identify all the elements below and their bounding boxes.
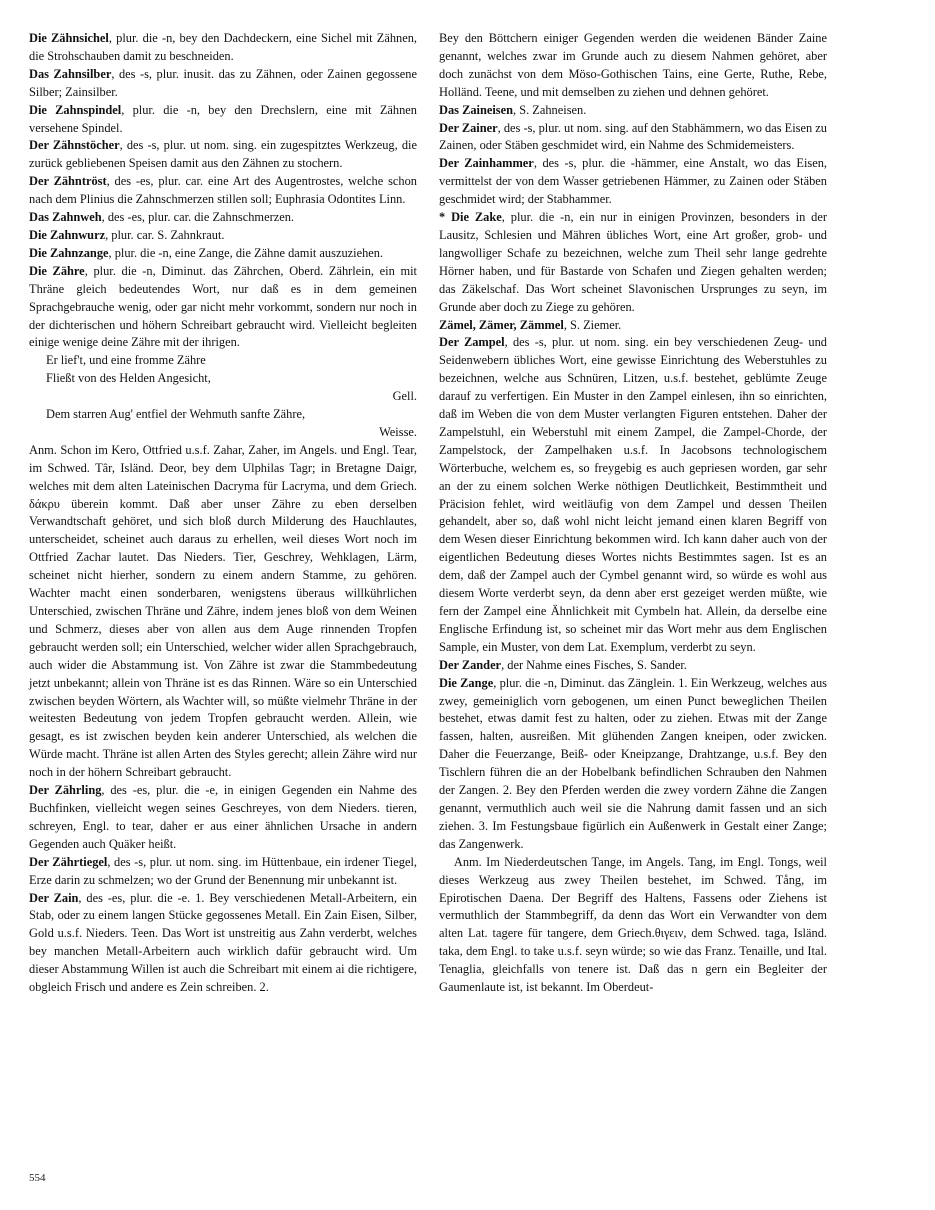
dictionary-entry — [439, 155, 827, 209]
entry-headword: Die Zahnzange — [29, 245, 109, 260]
entry-headword: Der Zainhammer — [439, 156, 534, 171]
dictionary-entry — [439, 102, 827, 120]
dictionary-entry — [29, 173, 417, 209]
entry-definition: , plur. die -n, ein nur in einigen Provinzen, besonders in der Lausitz, Schlesien und Mähren übliches Wort, eine Art großer, grob- und langwolliger Schafe zu bezeichnen, welche zum Theil sehr lange gedrehte Hörner haben, und für Bastarde von Schafen und Ziegen gehalten werden; das Zäkelschaf. Das Wort scheinet Slavonischen Ursprunges zu seyn, im Grunde aber doch zu Ziege zu gehören. — [439, 210, 827, 314]
entry-definition: , des -s, plur. inusit. das zu Zähnen, oder Zainen gegossene Silber; Zainsilber. — [29, 66, 417, 99]
dictionary-entry — [439, 209, 827, 316]
dictionary-entry — [29, 137, 417, 173]
dictionary-entry — [29, 102, 417, 138]
verse-line: Er lief't, und eine fromme Zähre — [46, 353, 206, 368]
entry-definition: , plur. die -n, bey den Dachdeckern, eine Sichel mit Zähnen, die Strohschauben damit zu beschneiden. — [29, 31, 418, 63]
entry-headword: Zämel, Zämer, Zämmel — [439, 317, 564, 332]
entry-headword: * Die Zake — [439, 210, 502, 225]
dictionary-entry — [29, 209, 417, 227]
dictionary-entry — [439, 675, 827, 854]
entry-headword: Der Zährtiegel — [29, 854, 108, 869]
entry-definition: , des -es, plur. car. die Zahnschmerzen. — [101, 210, 294, 225]
dictionary-entry — [439, 317, 827, 335]
right-column — [439, 30, 827, 997]
left-column — [29, 30, 417, 997]
dictionary-entry — [439, 657, 827, 675]
dictionary-entry — [29, 30, 417, 66]
entry-definition: , des -s, plur. ut nom. sing. auf den Stabhämmern, wo das Eisen zu Zainen, oder Stäben geschmidet wird, ein Nahme des Schmidemeisters. — [439, 120, 827, 153]
entry-definition: , plur. die -n, bey den Drechslern, eine mit Zähnen versehene Spindel. — [29, 102, 417, 135]
entry-definition: , des -s, plur. ut nom. sing. im Hüttenbaue, ein irdener Tiegel, Erze darin zu schmelzen; wo der Grund der Benennung mir unbekannt ist. — [29, 854, 417, 887]
entry-headword: Der Zainer — [439, 120, 498, 135]
entry-definition: , plur. die -n, eine Zange, die Zähne damit auszuziehen. — [108, 245, 384, 260]
entry-definition: , der Nahme eines Fisches, S. Sander. — [501, 657, 687, 672]
entry-headword: Der Zain — [29, 890, 79, 905]
verse-line: Fließt von des Helden Angesicht, — [46, 371, 211, 386]
entry-definition: , S. Ziemer. — [563, 317, 622, 332]
dictionary-entry — [29, 263, 417, 353]
dictionary-entry — [29, 890, 417, 997]
entry-headword: Die Zahnspindel — [29, 102, 122, 117]
dictionary-entry — [439, 120, 827, 156]
entry-headword: Der Zähnstöcher — [29, 138, 120, 153]
entry-definition: , plur. car. S. Zahnkraut. — [105, 227, 225, 242]
page-number: 554 — [29, 1172, 46, 1184]
entry-definition: , S. Zahneisen. — [513, 102, 587, 117]
entry-headword: Die Zahnwurz — [29, 227, 106, 242]
note-paragraph: Anm. Im Niederdeutschen Tange, im Angels. Tang, im Engl. Tongs, weil dieses Werkzeug aus zwey Theilen bestehet, im Schwed. Tång, im Epirotischen Daena. Der Begriff des Haltens, Fassens oder Ziehens ist vermuthlich der Stammbegriff, da denn das Wort ein Verwandter von dem alten Lat. tagere für tangere, dem Griech.θιγειν, dem Schwed. taga, Isländ. taka, dem Engl. to take u.s.f. seyn würde; so wie das Franz. Tenaille, und Ital. Tenaglia, gleichfalls von tenere ist. Daß das n gern ein Begleiter der Gaumenlaute ist, ist bekannt. Im Oberdeut- — [439, 854, 827, 995]
entry-headword: Das Zahnweh — [29, 210, 102, 225]
entry-headword: Der Zander — [439, 657, 502, 672]
dictionary-entry — [29, 66, 417, 102]
dictionary-entry — [29, 854, 417, 890]
entry-definition: , plur. die -n, Diminut. das Zänglein. 1. Ein Werkzeug, welches aus zwey, gemeiniglich vorn gebogenen, um einen Punct beweglichen Theilen bestehet, etwas damit fest zu halten, oder zu ziehen. Etwas mit der Zange fassen, halten, ausreißen. Mit glühenden Zangen kneipen, oder zwicken. Daher die Feuerzange, Beiß- oder Kneipzange, Drahtzange, u.s.f. Bey den Tischlern führen die an der Hobelbank befindlichen Schrauben den Nahmen der Zangen. 2. Bey den Pferden werden die zwey vordern Zähne die Zangen genannt, vermuthlich auch weil sie die Nahrung damit fassen und an sich ziehen. 3. Im Festungsbaue figürlich ein Außenwerk in Gestalt einer Zange; das Zangenwerk. — [439, 675, 827, 851]
entry-definition: , des -es, plur. die -e. 1. Bey verschiedenen Metall-Arbeitern, ein Stab, oder zu einem langen Stücke gegossenes Metall. Ein Zain Eisen, Silber, Gold u.s.f. Nieders. Teen. Das Wort ist unstreitig aus Zahn verderbt, welches bey manchen Metall-Arbeitern auch wirklich dafür gebraucht wird. Um dieser Abstammung Willen ist auch die Schreibart mit einem ai die richtigere, obgleich Frisch und andere es Zein schreiben. 2. — [29, 890, 417, 995]
dictionary-entry — [29, 782, 417, 854]
entry-definition: , des -s, plur. die -hämmer, eine Anstalt, wo das Eisen, vermittelst der von dem Wasser getriebenen Hämmer, zu Zainen oder Stäben geschmidet wird; der Stabhammer. — [439, 156, 828, 207]
entry-headword: Der Zähntröst — [29, 174, 107, 189]
entry-headword: Der Zampel — [439, 335, 505, 350]
entry-headword: Das Zaineisen — [439, 102, 514, 117]
dictionary-entry — [29, 245, 417, 263]
entry-definition: , des -s, plur. ut nom. sing. ein zugespitztes Werkzeug, die zurück gebliebenen Speisen damit aus den Zähnen zu stochern. — [29, 138, 417, 171]
text-paragraph: Bey den Böttchern einiger Gegenden werden die weidenen Bänder Zaine genannt, welches zwar im Grunde auch zu diesem Nahmen gehöret, aber doch zunächst von dem Möso-Gothischen Tains, eine Gerte, Ruthe, Rebe, Holländ. Teene, und mit demselben zu ziehen und dehnen gehöret. — [439, 31, 827, 99]
verse-line: Dem starren Aug' entfiel der Wehmuth sanfte Zähre, — [46, 407, 306, 422]
dictionary-entry — [29, 227, 417, 245]
entry-headword: Das Zahnsilber — [29, 66, 112, 81]
quote-attribution: Gell. — [392, 389, 417, 404]
entry-headword: Die Zange — [439, 675, 494, 690]
entry-definition: , plur. die -n, Diminut. das Zährchen, Oberd. Zährlein, ein mit Thräne gleich bedeutendes Wort, nur daß es in dem gemeinen Sprachgebrauche wenig, oder gar nicht mehr vorkommt, sondern nur noch in der dichterischen und höhern Schreibart gebraucht wird. Vielleicht begleiten einige wenige deine Zähre mit der ihrigen. — [29, 263, 417, 350]
entry-definition: , des -s, plur. ut nom. sing. ein bey verschiedenen Zeug- und Seidenwebern übliches Wort, eine gewisse Einrichtung des Weberstuhles zu bezeichnen, welche aus Schnüren, Litzen, u.s.f. bestehet, geblümte Zeuge darauf zu verfertigen. Ein Muster in den Zampel einlesen, ihn so einrichten, daß im Weben die von dem Muster verlangten Figuren entstehen. Daher der Zampelstuhl, ein Weberstuhl mit einem Zampel, die Zampel-Chorde, der Zampelstock, der Zampelhaken u.s.f. In Jacobsons technologischem Wörterbuche, welchem es, so freygebig es auch gepriesen worden, gar sehr an der zu einem solchen Werke nöthigen Deutlichkeit, Bestimmtheit und Präcision fehlet, wird weitläufig von dem Zampel und dessen Theilen gehandelt, aber so, daß wohl nicht leicht jemand einen klaren Begriff von dem Wesen dieser Einrichtung bekommen wird. Ich kann daher auch von der eigentlichen Bedeutung dieses Wortes nichts Bestimmtes sagen. Ist es an dem, daß der Zampel auch der Cymbel genannt wird, so würde es wohl aus diesem Worte verderbt seyn, da denn aber erst gezeiget werden müßte, wie fern der Zampel eine Ähnlichkeit mit Cymbeln hat. Allein, da derselbe eine Englische Erfindung ist, so scheinet mir das Wort mehr aus dem Englischen Sample, ein Muster, von dem Lat. Exemplum, verderbt zu seyn. — [439, 335, 827, 654]
entry-headword: Die Zähnsichel — [29, 31, 109, 45]
entry-definition: , des -es, plur. die -e, in einigen Gegenden ein Nahme des Buchfinken, vielleicht wegen seines Geschreyes, von dem Nieders. tieren, schreyen, Engl. to tear, daher er aus einer ähnlichen Ursache in andern Gegenden auch Quäker heißt. — [29, 783, 417, 851]
text-paragraph: Anm. Schon im Kero, Ottfried u.s.f. Zahar, Zaher, im Angels. und Engl. Tear, im Schwed. Târ, Isländ. Deor, bey dem Ulphilas Tagr; in Bretagne Daigr, welches mit dem alten Lateinischen Dacryma für Lacryma, und dem Griech. δάκρυ überein kommt. Daß aber unser Zähre zu eben derselben Verwandtschaft gehöret, und sich bloß durch Milderung des Hauchlautes, unterscheidet, scheinet auch daraus zu erhellen, weil dieses Wort noch im Ottfried Zachar lautet. Das Nieders. Tier, Geschrey, Wehklagen, Lärm, scheinet nicht hierher, sondern zu einem andern Stamme, zu gehören. Wachter macht einen sonderbaren, wenigstens überaus willkührlichen Unterschied, zwischen Thräne und Zähre, indem jenes bloß von dem Weinen und Schmerz, dieses aber von allen aus dem Auge rinnenden Tropfen gebraucht werden soll; ein Unterschied, welcher wider allen Sprachgebrauch, auch wider die Abstammung ist. Von Zähre ist zwar die Stammbedeutung jetzt unbekannt; allein von Thräne ist es das Rinnen. Wäre so ein Unterschied zwischen beyden Wörtern, als Wachter will, so müßte vielmehr Thräne in der weitesten Bedeutung von jedem Tropfen gebraucht werden. Allein, wie gesagt, es ist zwischen beyden kein anderer Unterschied, als welchen die Würde macht. Thräne ist allen Arten des Styles gerecht; allein Zähre wird nur noch in der höhern Schreibart gebraucht. — [29, 442, 417, 780]
dictionary-entry — [439, 334, 827, 656]
entry-definition: , des -es, plur. car. eine Art des Augentrostes, welche schon nach dem Plinius die Zahnschmerzen stillen soll; Euphrasia Odontites Linn. — [29, 174, 417, 207]
entry-headword: Die Zähre — [29, 263, 85, 278]
entry-headword: Der Zährling — [29, 783, 102, 798]
quote-attribution: Weisse. — [379, 424, 417, 439]
